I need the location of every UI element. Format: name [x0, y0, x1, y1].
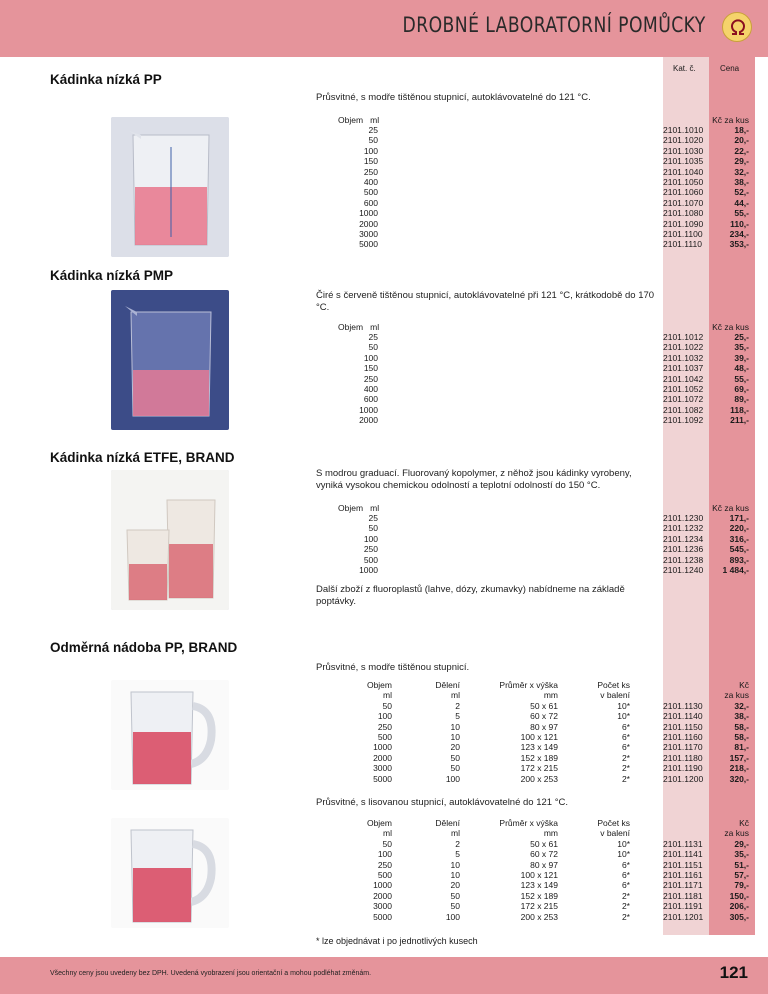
column-header-cell: mm: [543, 690, 558, 701]
dimensions-cell: 172 x 215: [520, 901, 558, 912]
table-column: [590, 680, 630, 784]
volume-list: [340, 513, 378, 575]
catalog-number-cell: 2101.1131: [663, 838, 703, 849]
dimensions-cell: 100 x 121: [520, 732, 558, 743]
column-header-cell: Kč: [739, 818, 749, 828]
column-header-cell: Objem: [366, 680, 392, 690]
volume-cell: 500: [363, 554, 378, 565]
catalog-number-cell: 2101.1060: [663, 187, 704, 198]
pack-count-cell: 2*: [621, 901, 630, 912]
pack-count-cell: 2*: [621, 890, 630, 901]
price-cell: 58,-: [734, 721, 749, 732]
section-desc-pp-beaker: Průsvitné, s modře tištěnou stupnicí, autoklávovatelné do 121 °C.: [316, 92, 591, 103]
division-cell: 20: [450, 880, 460, 891]
volume-header: Objem ml: [338, 115, 380, 125]
catalog-number-cell: 2101.1191: [663, 901, 703, 912]
price-cell: 353,-: [729, 239, 749, 250]
dimensions-cell: 100 x 121: [520, 870, 558, 881]
price-cell: 110,-: [730, 218, 749, 229]
price-cell: 234,-: [729, 229, 749, 240]
volume-list: [340, 125, 378, 250]
division-cell: 10: [450, 870, 460, 881]
catalog-number-list: [663, 125, 704, 250]
volume-cell: 25: [368, 513, 378, 523]
price-header: Kč za kus: [712, 115, 749, 125]
column-header-cell: Dělení: [435, 680, 460, 690]
dimensions-cell: 50 x 61: [530, 838, 558, 849]
pack-count-cell: 6*: [621, 880, 630, 891]
volume-cell: 25: [368, 332, 378, 342]
column-header-cell: ml: [451, 690, 460, 701]
column-header-cell: [663, 680, 701, 690]
volume-cell: 500: [377, 732, 392, 743]
column-header-cell: [663, 690, 701, 700]
volume-cell: 250: [377, 859, 392, 870]
column-header-cell: Kč: [739, 680, 749, 690]
table-column: [590, 818, 630, 922]
price-cell: 55,-: [734, 208, 749, 219]
price-cell: 320,-: [729, 773, 749, 784]
catalog-number-cell: 2101.1230: [663, 513, 704, 523]
price-cell: 35,-: [734, 849, 749, 860]
volume-cell: 25: [368, 125, 378, 135]
pack-count-cell: 10*: [617, 838, 630, 849]
volume-cell: 100: [363, 533, 378, 544]
price-cell: 38,-: [734, 177, 749, 188]
catalog-number-cell: 2101.1032: [663, 352, 704, 363]
catalog-number-cell: 2101.1010: [663, 125, 704, 135]
division-cell: 10: [450, 721, 460, 732]
price-list: [709, 513, 749, 575]
column-header-cell: Průměr x výška: [499, 818, 558, 828]
dimensions-cell: 200 x 253: [520, 773, 558, 784]
price-cell: 89,-: [734, 394, 749, 405]
volume-cell: 2000: [373, 752, 392, 763]
dimensions-cell: 152 x 189: [520, 890, 558, 901]
catalog-number-cell: 2101.1151: [663, 859, 703, 870]
catalog-number-cell: 2101.1037: [663, 363, 704, 374]
pack-count-cell: 6*: [621, 859, 630, 870]
price-cell: 79,-: [734, 880, 749, 891]
catalog-number-cell: 2101.1150: [663, 721, 703, 732]
dimensions-cell: 172 x 215: [520, 763, 558, 774]
table-column: [496, 818, 558, 922]
volume-cell: 150: [363, 363, 378, 374]
volume-cell: 1000: [373, 880, 392, 891]
column-header-cell: Průměr x výška: [499, 680, 558, 690]
catalog-number-cell: 2101.1080: [663, 208, 704, 219]
footer-disclaimer: Všechny ceny jsou uvedeny bez DPH. Uvedená vyobrazení jsou orientační a mohou podléhat změnám.: [50, 970, 372, 977]
dimensions-cell: 200 x 253: [520, 911, 558, 922]
column-header-cell: ml: [383, 828, 392, 839]
column-header-cell: v balení: [600, 828, 630, 839]
table-column: [663, 818, 704, 922]
catalog-number-cell: 2101.1082: [663, 404, 704, 415]
catalog-number-cell: 2101.1180: [663, 752, 703, 763]
table-column: [352, 680, 392, 784]
pack-count-cell: 6*: [621, 870, 630, 881]
price-cell: 52,-: [734, 187, 749, 198]
volume-cell: 400: [363, 384, 378, 395]
catalog-number-cell: 2101.1201: [663, 911, 704, 922]
division-cell: 50: [450, 763, 460, 774]
pack-count-cell: 2*: [621, 911, 630, 922]
price-cell: 29,-: [734, 838, 749, 849]
division-cell: 100: [445, 773, 460, 784]
dimensions-cell: 80 x 97: [530, 859, 558, 870]
column-header-cell: Dělení: [435, 818, 460, 828]
page-title: DROBNÉ LABORATORNÍ POMŮCKY: [402, 13, 706, 37]
catalog-number-cell: 2101.1052: [663, 384, 704, 395]
dimensions-cell: 80 x 97: [530, 721, 558, 732]
column-header-cell: za kus: [724, 828, 749, 839]
volume-cell: 1000: [373, 742, 392, 753]
volume-cell: 1000: [359, 208, 378, 219]
table-column: [709, 818, 749, 922]
pack-count-cell: 2*: [621, 752, 630, 763]
price-cell: 22,-: [734, 145, 749, 156]
price-cell: 20,-: [734, 135, 749, 146]
price-cell: 32,-: [734, 166, 749, 177]
volume-cell: 3000: [373, 901, 392, 912]
volume-header: Objem ml: [338, 322, 380, 332]
price-cell: 39,-: [734, 352, 749, 363]
volume-cell: 5000: [373, 911, 392, 922]
column-header-cell: mm: [543, 828, 558, 839]
section-desc-measuring-jug-b: Průsvitné, s lisovanou stupnicí, autoklávovatelné do 121 °C.: [316, 797, 569, 808]
dimensions-cell: 123 x 149: [520, 880, 558, 891]
dimensions-cell: 50 x 61: [530, 700, 558, 711]
section-title-pp-beaker: Kádinka nízká PP: [50, 72, 162, 87]
volume-cell: 1000: [359, 565, 378, 576]
price-list: [709, 125, 749, 250]
catalog-number-cell: 2101.1240: [663, 565, 704, 576]
price-cell: 206,-: [729, 901, 749, 912]
catalog-number-cell: 2101.1200: [663, 773, 704, 784]
volume-cell: 400: [363, 177, 378, 188]
column-header-price: Cena: [720, 64, 740, 73]
price-cell: 545,-: [729, 544, 749, 555]
catalog-number-cell: 2101.1092: [663, 415, 704, 426]
catalog-number-cell: 2101.1236: [663, 544, 704, 555]
price-cell: 81,-: [734, 742, 749, 753]
volume-cell: 2000: [359, 218, 378, 229]
section-desc-pmp-beaker: Čiré s červeně tištěnou stupnicí, autoklávovatelné při 121 °C, krátkodobě do 170 °C.: [316, 290, 655, 313]
pack-count-cell: 10*: [617, 711, 630, 722]
etfe-beaker-image: [111, 470, 229, 610]
division-cell: 2: [455, 700, 460, 711]
catalog-number-cell: 2101.1020: [663, 135, 704, 146]
volume-cell: 50: [368, 523, 378, 534]
table-column: [420, 818, 460, 922]
price-cell: 1 484,-: [722, 565, 749, 576]
footnote: * lze objednávat i po jednotlivých kusech: [316, 936, 478, 946]
pmp-beaker-image: [111, 290, 229, 430]
column-header-cell: v balení: [600, 690, 630, 701]
column-header-cell: ml: [451, 828, 460, 839]
table-column: [352, 818, 392, 922]
dimensions-cell: 60 x 72: [530, 849, 558, 860]
table-column: [709, 680, 749, 784]
catalog-number-cell: 2101.1170: [663, 742, 703, 753]
catalog-number-cell: 2101.1190: [663, 763, 703, 774]
table-column: [420, 680, 460, 784]
price-cell: 38,-: [734, 711, 749, 722]
pack-count-cell: 2*: [621, 763, 630, 774]
catalog-number-cell: 2101.1130: [663, 700, 703, 711]
section-desc-etfe-beaker: S modrou graduací. Fluorovaný kopolymer, z něhož jsou kádinky vyrobeny, vyniká vysokou chemickou odolností a teplotní odolností do 150 °C.: [316, 468, 632, 491]
catalog-number-cell: 2101.1160: [663, 732, 703, 743]
division-cell: 50: [450, 752, 460, 763]
volume-cell: 50: [368, 135, 378, 146]
price-cell: 55,-: [734, 373, 749, 384]
volume-cell: 5000: [359, 239, 378, 250]
catalog-number-cell: 2101.1161: [663, 870, 703, 881]
dimensions-cell: 60 x 72: [530, 711, 558, 722]
catalog-number-list: [663, 332, 704, 426]
column-header-cell: ml: [383, 690, 392, 701]
pack-count-cell: 10*: [617, 700, 630, 711]
catalog-number-cell: 2101.1232: [663, 523, 704, 534]
section-desc-measuring-jug-a: Průsvitné, s modře tištěnou stupnicí.: [316, 662, 470, 673]
catalog-number-cell: 2101.1022: [663, 342, 704, 353]
catalog-number-cell: 2101.1140: [663, 711, 703, 722]
price-cell: 51,-: [734, 859, 749, 870]
catalog-number-cell: 2101.1234: [663, 533, 704, 544]
catalog-number-cell: 2101.1042: [663, 373, 704, 384]
price-cell: 157,-: [729, 752, 749, 763]
volume-cell: 600: [363, 394, 378, 405]
volume-cell: 50: [368, 342, 378, 353]
price-cell: 218,-: [729, 763, 749, 774]
dimensions-cell: 123 x 149: [520, 742, 558, 753]
price-cell: 150,-: [729, 890, 749, 901]
price-cell: 316,-: [729, 533, 749, 544]
catalog-number-cell: 2101.1171: [663, 880, 703, 891]
volume-cell: 500: [377, 870, 392, 881]
division-cell: 5: [455, 849, 460, 860]
price-cell: 893,-: [729, 554, 749, 565]
price-cell: 48,-: [734, 363, 749, 374]
volume-cell: 1000: [359, 404, 378, 415]
price-cell: 32,-: [734, 700, 749, 711]
price-cell: 220,-: [729, 523, 749, 534]
catalog-number-cell: 2101.1100: [663, 229, 703, 240]
division-cell: 5: [455, 711, 460, 722]
price-cell: 305,-: [729, 911, 749, 922]
volume-cell: 250: [363, 373, 378, 384]
volume-cell: 100: [363, 352, 378, 363]
catalog-number-cell: 2101.1050: [663, 177, 704, 188]
volume-cell: 2000: [359, 415, 378, 426]
volume-cell: 3000: [373, 763, 392, 774]
price-cell: 18,-: [734, 125, 749, 135]
omega-logo-icon: [722, 12, 752, 42]
volume-cell: 100: [377, 711, 392, 722]
catalog-number-cell: 2101.1012: [663, 332, 704, 342]
price-cell: 58,-: [734, 732, 749, 743]
catalog-number-cell: 2101.1141: [663, 849, 703, 860]
catalog-number-cell: 2101.1040: [663, 166, 704, 177]
volume-cell: 100: [363, 145, 378, 156]
price-cell: 211,-: [730, 415, 749, 426]
measuring-jug-pressed-image: [111, 818, 229, 928]
division-cell: 10: [450, 732, 460, 743]
catalog-number-cell: 2101.1090: [663, 218, 704, 229]
volume-cell: 50: [382, 838, 392, 849]
measuring-jug-blue-image: [111, 680, 229, 790]
column-header-cell: [663, 828, 701, 838]
catalog-number-cell: 2101.1110: [663, 239, 702, 250]
catalog-number-cell: 2101.1070: [663, 197, 704, 208]
volume-cell: 250: [363, 166, 378, 177]
pp-beaker-image: [111, 117, 229, 257]
column-header-cell: [663, 818, 701, 828]
volume-cell: 5000: [373, 773, 392, 784]
section-title-measuring-jug: Odměrná nádoba PP, BRAND: [50, 640, 238, 655]
column-header-cell: Počet ks: [597, 680, 630, 690]
price-cell: 118,-: [730, 404, 749, 415]
catalog-number-list: [663, 513, 704, 576]
volume-cell: 600: [363, 197, 378, 208]
price-cell: 25,-: [734, 332, 749, 342]
volume-cell: 150: [363, 156, 378, 167]
price-cell: 44,-: [734, 197, 749, 208]
division-cell: 10: [450, 859, 460, 870]
pack-count-cell: 2*: [621, 773, 630, 784]
page-header: [0, 0, 768, 57]
volume-cell: 2000: [373, 890, 392, 901]
catalog-number-cell: 2101.1238: [663, 554, 704, 565]
price-cell: 35,-: [734, 342, 749, 353]
division-cell: 2: [455, 838, 460, 849]
price-cell: 69,-: [734, 384, 749, 395]
volume-cell: 250: [377, 721, 392, 732]
volume-cell: 250: [363, 544, 378, 555]
price-list: [709, 332, 749, 426]
price-header: Kč za kus: [712, 503, 749, 513]
price-cell: 57,-: [734, 870, 749, 881]
price-cell: 171,-: [729, 513, 749, 523]
catalog-number-cell: 2101.1181: [663, 890, 703, 901]
column-header-cell: Počet ks: [597, 818, 630, 828]
price-cell: 29,-: [734, 156, 749, 167]
column-header-cell: Objem: [366, 818, 392, 828]
pack-count-cell: 6*: [621, 732, 630, 743]
volume-cell: 500: [363, 187, 378, 198]
division-cell: 50: [450, 901, 460, 912]
table-column: [663, 680, 704, 784]
division-cell: 20: [450, 742, 460, 753]
volume-cell: 50: [382, 700, 392, 711]
volume-list: [340, 332, 378, 426]
dimensions-cell: 152 x 189: [520, 752, 558, 763]
section-title-etfe-beaker: Kádinka nízká ETFE, BRAND: [50, 450, 235, 465]
page-footer: [0, 957, 768, 994]
volume-header: Objem ml: [338, 503, 380, 513]
volume-cell: 100: [377, 849, 392, 860]
catalog-number-cell: 2101.1030: [663, 145, 704, 156]
volume-cell: 3000: [359, 229, 378, 240]
pack-count-cell: 6*: [621, 742, 630, 753]
table-column: [496, 680, 558, 784]
page-number: 121: [719, 963, 748, 982]
price-header: Kč za kus: [712, 322, 749, 332]
catalog-number-cell: 2101.1035: [663, 156, 704, 167]
column-header-kat: Kat. č.: [673, 64, 696, 73]
pack-count-cell: 6*: [621, 721, 630, 732]
catalog-number-cell: 2101.1072: [663, 394, 704, 405]
section-title-pmp-beaker: Kádinka nízká PMP: [50, 268, 174, 283]
section-note-fluoroplastics: Další zboží z fluoroplastů (lahve, dózy, zkumavky) nabídneme na základě poptávky.: [316, 584, 625, 607]
division-cell: 100: [445, 911, 460, 922]
pack-count-cell: 10*: [617, 849, 630, 860]
column-header-cell: za kus: [724, 690, 749, 701]
division-cell: 50: [450, 890, 460, 901]
